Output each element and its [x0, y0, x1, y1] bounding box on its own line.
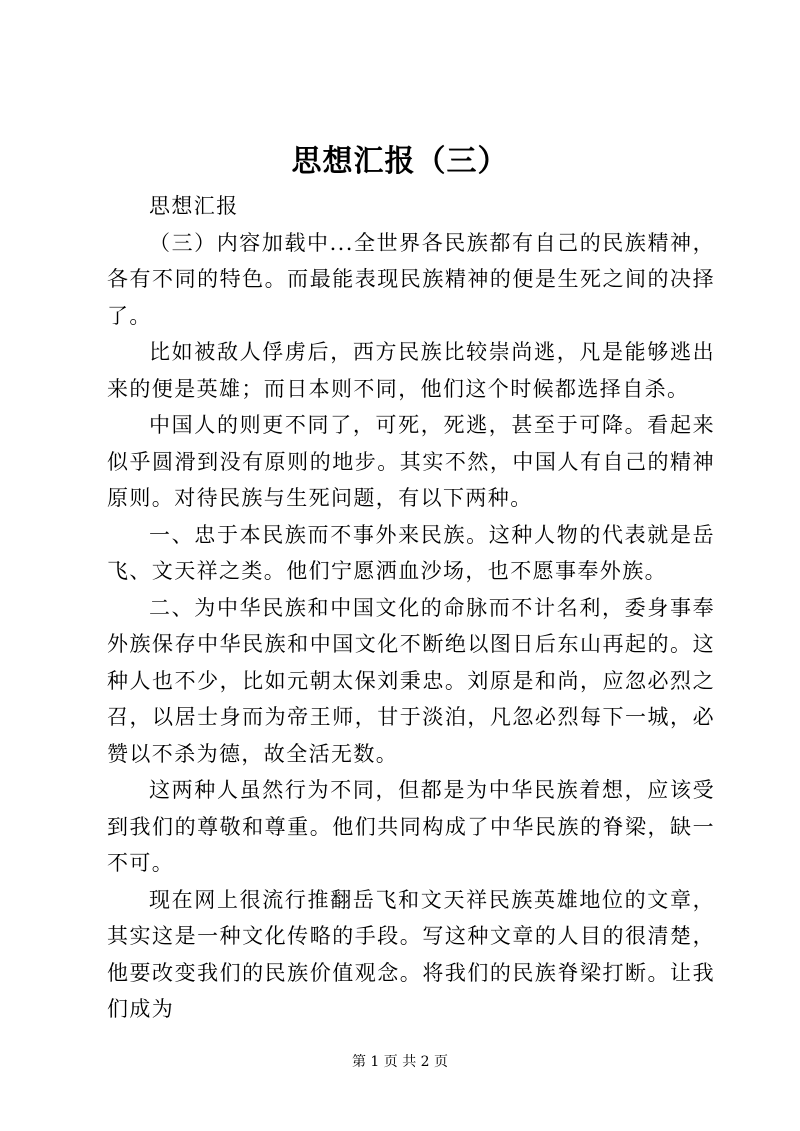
paragraph-heading: 思想汇报: [149, 194, 239, 218]
paragraph: 一、忠于本民族而不事外来民族。这种人物的代表就是岳飞、文天祥之类。他们宁愿洒血沙场，也不愿事奉外族。: [107, 522, 715, 583]
document-title: 思想汇报（三）: [291, 144, 509, 179]
paragraph: 中国人的则更不同了，可死，死逃，甚至于可降。看起来似乎圆滑到没有原则的地步。其实不然，中国人有自己的精神原则。对待民族与生死问题，有以下两种。: [107, 413, 715, 510]
paragraph: 这两种人虽然行为不同，但都是为中华民族着想，应该受到我们的尊敬和尊重。他们共同构成了中华民族的脊梁，缺一不可。: [107, 778, 715, 875]
paragraph: 二、为中华民族和中国文化的命脉而不计名利，委身事奉外族保存中华民族和中国文化不断绝以图日后东山再起的。这种人也不少，比如元朝太保刘秉忠。刘原是和尚，应忽必烈之召，以居士身而为帝王师，甘于淡泊，凡忽必烈每下一城，必赞以不杀为德，故全活无数。: [107, 595, 715, 766]
paragraph: （三）内容加载中...全世界各民族都有自己的民族精神，各有不同的特色。而最能表现民族精神的便是生死之间的决择了。: [107, 230, 715, 328]
document-body: [107, 188, 715, 1028]
paragraph: 现在网上很流行推翻岳飞和文天祥民族英雄地位的文章，其实这是一种文化传略的手段。写这种文章的人目的很清楚，他要改变我们的民族价值观念。将我们的民族脊梁打断。让我们成为: [107, 887, 715, 1021]
page-footer: 第 1 页 共 2 页: [351, 1054, 449, 1070]
paragraph: 比如被敌人俘虏后，西方民族比较崇尚逃，凡是能够逃出来的便是英雄；而日本则不同，他们这个时候都选择自杀。: [107, 340, 715, 401]
